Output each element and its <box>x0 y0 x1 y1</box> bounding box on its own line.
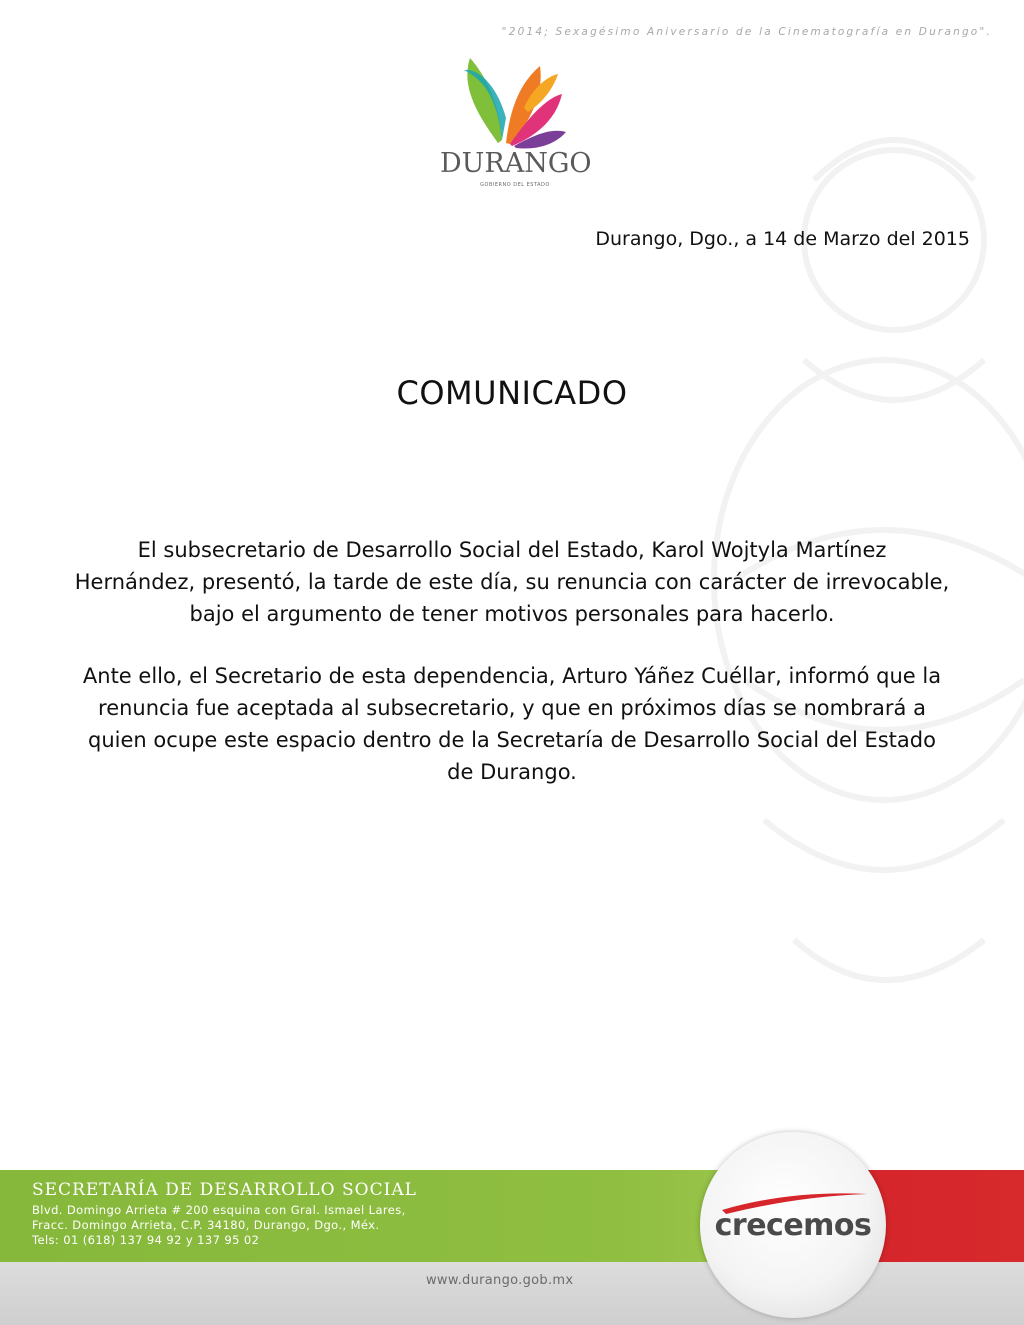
crecemos-label: crecemos <box>714 1208 872 1243</box>
document-date: Durango, Dgo., a 14 de Marzo del 2015 <box>595 228 970 250</box>
paragraph-2-line: renuncia fue aceptada al subsecretario, y que en próximos días se nombrará a <box>98 696 926 720</box>
durango-flower-icon <box>440 48 590 153</box>
paragraph-1-line: El subsecretario de Desarrollo Social del Estado, Karol Wojtyla Martínez <box>137 538 887 562</box>
paragraph-2-line: de Durango. <box>447 760 577 784</box>
footer-secretaria-name: SECRETARÍA DE DESARROLLO SOCIAL <box>32 1180 417 1200</box>
commemorative-motto: "2014; Sexagésimo Aniversario de la Cinematografía en Durango". <box>501 26 992 38</box>
document-title: COMUNICADO <box>396 374 628 412</box>
paragraph-2-line: quien ocupe este espacio dentro de la Secretaría de Desarrollo Social del Estado <box>88 728 936 752</box>
paragraph-1 <box>50 534 974 630</box>
paragraph-2-line: Ante ello, el Secretario de esta dependencia, Arturo Yáñez Cuéllar, informó que la <box>82 664 942 688</box>
logo-subtitle: GOBIERNO DEL ESTADO <box>480 182 550 188</box>
paragraph-2 <box>50 660 974 788</box>
website-link[interactable]: www.durango.gob.mx <box>426 1273 574 1288</box>
footer-address-line: Blvd. Domingo Arrieta # 200 esquina con Gral. Ismael Lares, <box>32 1203 406 1217</box>
paragraph-1-line: bajo el argumento de tener motivos personales para hacerlo. <box>189 602 835 626</box>
footer-address-line: Fracc. Domingo Arrieta, C.P. 34180, Durango, Dgo., Méx. <box>32 1218 380 1232</box>
footer-phones: Tels: 01 (618) 137 94 92 y 137 95 02 <box>32 1233 260 1247</box>
crecemos-badge <box>700 1132 886 1318</box>
durango-logo <box>440 48 590 198</box>
logo-wordmark: DURANGO <box>440 148 592 179</box>
paragraph-1-line: Hernández, presentó, la tarde de este día, su renuncia con carácter de irrevocable, <box>74 570 950 594</box>
